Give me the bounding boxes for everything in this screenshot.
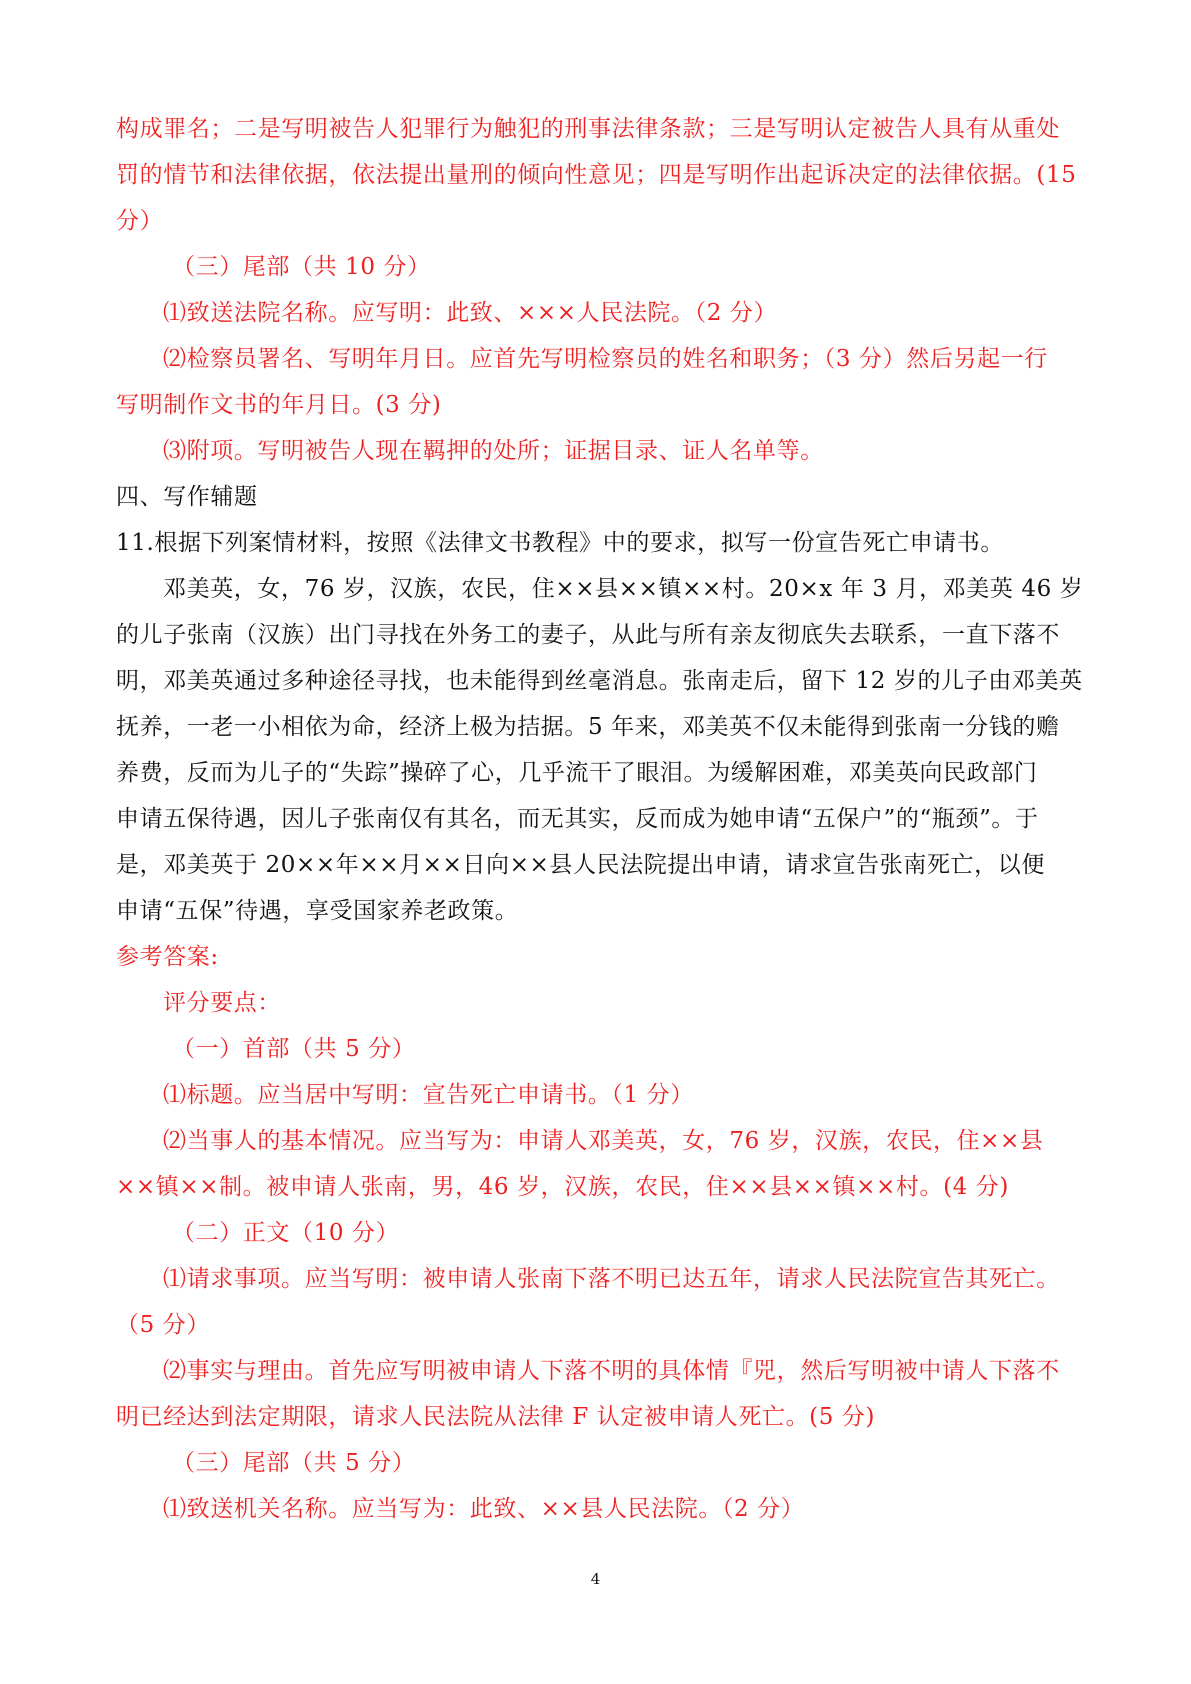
section-heading: （二）正文（10 分） — [172, 1220, 400, 1246]
text-line: ⑴请求事项。应当写明：被申请人张南下落不明已达五年，请求人民法院宣告其死亡。 — [163, 1266, 1060, 1292]
text-line: 写明制作文书的年月日。(3 分) — [116, 392, 442, 418]
text-line: ⑴致送机关名称。应当写为：此致、××县人民法院。（2 分） — [163, 1496, 805, 1522]
text-line: 明已经达到法定期限，请求人民法院从法律 F 认定被申请人死亡。(5 分) — [116, 1404, 876, 1430]
text-line: 申请“五保”待遇，享受国家养老政策。 — [116, 898, 519, 924]
answer-heading: 参考答案: — [116, 944, 219, 970]
text-line: 是，邓美英于 20××年××月××日向××县人民法院提出申请，请求宣告张南死亡，以便 — [116, 852, 1045, 878]
text-line: 申请五保待遇，因儿子张南仅有其名，而无其实，反而成为她申请“五保户”的“瓶颈”。于 — [116, 806, 1039, 832]
section-heading: （三）尾部（共 5 分） — [172, 1450, 416, 1476]
text-line: 评分要点： — [163, 990, 281, 1016]
text-line: ⑶附项。写明被告人现在羁押的处所；证据目录、证人名单等。 — [163, 438, 824, 464]
page-number: 4 — [590, 1570, 601, 1588]
text-line: ⑵当事人的基本情况。应当写为：申请人邓美英，女，76 岁，汉族，农民，住××县 — [163, 1128, 1044, 1154]
text-line: ⑴标题。应当居中写明：宣告死亡申请书。（1 分） — [163, 1082, 694, 1108]
text-line: 养费，反而为儿子的“失踪”操碎了心，几乎流干了眼泪。为缓解困难，邓美英向民政部门 — [116, 760, 1038, 786]
text-line: 罚的情节和法律依据，依法提出量刑的倾向性意见；四是写明作出起诉决定的法律依据。(15 — [116, 162, 1077, 188]
text-line: ⑵检察员署名、写明年月日。应首先写明检察员的姓名和职务；（3 分）然后另起一行 — [163, 346, 1048, 372]
text-line: 抚养，一老一小相依为命，经济上极为拮据。5 年来，邓美英不仅未能得到张南一分钱的赡 — [116, 714, 1060, 740]
section-heading: （一）首部（共 5 分） — [172, 1036, 416, 1062]
text-line: ⑴致送法院名称。应写明：此致、×××人民法院。（2 分） — [163, 300, 778, 326]
text-line: 的儿子张南（汉族）出门寻找在外务工的妻子，从此与所有亲友彻底失去联系，一直下落不 — [116, 622, 1060, 648]
text-line: （5 分） — [116, 1312, 210, 1338]
text-line: ××镇××制。被申请人张南，男，46 岁，汉族，农民，住××县××镇××村。(4 分) — [116, 1174, 1009, 1200]
question-line: 11.根据下列案情材料，按照《法律文书教程》中的要求，拟写一份宣告死亡申请书。 — [116, 530, 1004, 556]
text-line: ⑵事实与理由。首先应写明被申请人下落不明的具体情『兕，然后写明被中请人下落不 — [163, 1358, 1060, 1384]
text-line: 分） — [116, 208, 164, 234]
text-line: 构成罪名；二是写明被告人犯罪行为触犯的刑事法律条款；三是写明认定被告人具有从重处 — [116, 116, 1060, 142]
section-heading: 四、写作辅题 — [116, 484, 258, 510]
section-heading: （三）尾部（共 10 分） — [172, 254, 431, 280]
text-line: 明，邓美英通过多种途径寻找，也未能得到丝毫消息。张南走后，留下 12 岁的儿子由邓美英 — [116, 668, 1083, 694]
text-line: 邓美英，女，76 岁，汉族，农民，住××县××镇××村。20×x 年 3 月，邓美英 46 岁 — [163, 576, 1084, 602]
